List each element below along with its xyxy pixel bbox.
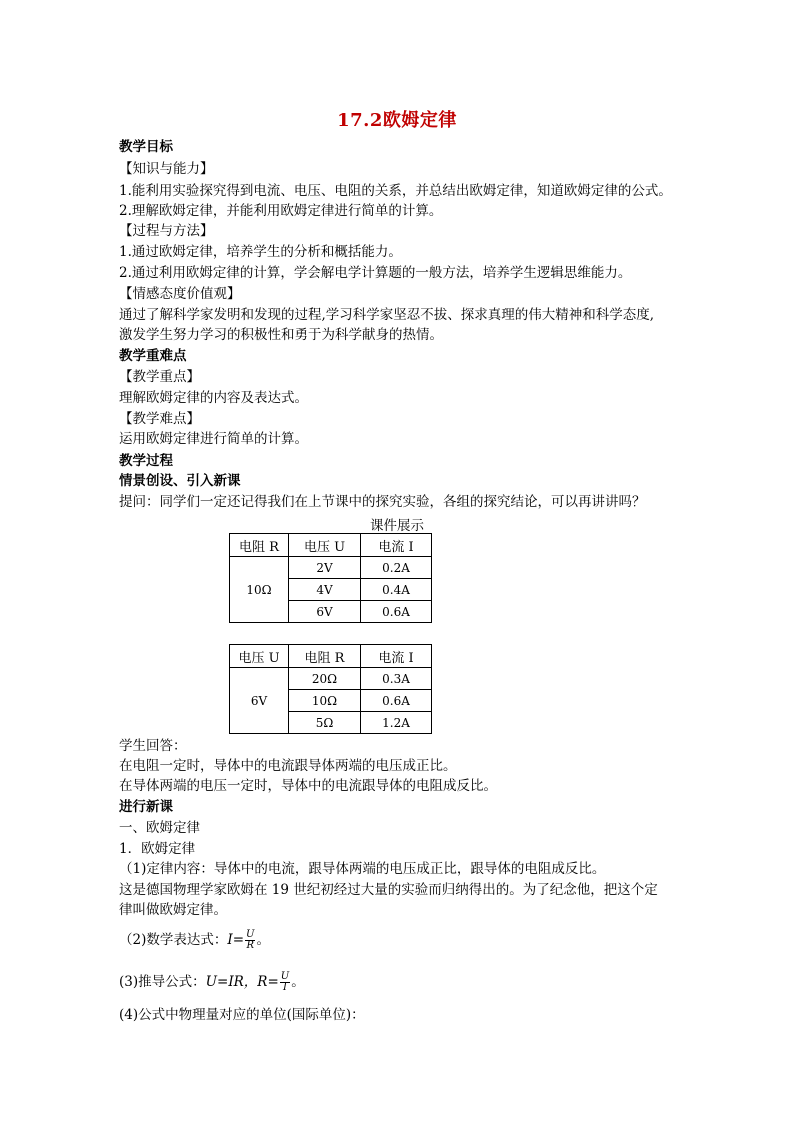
- law-content: （1)定律内容：导体中的电流，跟导体两端的电压成正比，跟导体的电阻成反比。: [119, 861, 606, 877]
- derive-formula: U=IR，R=: [205, 974, 279, 990]
- fraction-numerator: U: [246, 929, 255, 940]
- emotion-text-1: 通过了解科学家发明和发现的过程,学习科学家坚忍不拔、探求真理的伟大精神和科学态度,: [119, 307, 655, 323]
- table2-header: 电流 I: [361, 645, 432, 668]
- intro-heading: 情景创设、引入新课: [119, 473, 241, 489]
- table2-cell: 0.3A: [361, 668, 432, 690]
- history-line-2: 律叫做欧姆定律。: [119, 902, 227, 918]
- table2-cell: 20Ω: [289, 668, 361, 690]
- fraction-denominator: R: [246, 940, 254, 951]
- derive-end: 。: [291, 974, 305, 990]
- table1-cell: 4V: [289, 579, 361, 601]
- question-text: 提问：同学们一定还记得我们在上节课中的探究实验，各组的探究结论，可以再讲讲吗？: [119, 494, 646, 510]
- resistance-fraction: [280, 972, 290, 993]
- table1-header: 电阻 R: [230, 534, 289, 557]
- hard-point-heading: 【教学难点】: [119, 411, 200, 427]
- hard-point-text: 运用欧姆定律进行简单的计算。: [119, 431, 308, 447]
- fraction-denominator: I: [283, 982, 287, 993]
- page-title: 17.2欧姆定律: [337, 110, 457, 131]
- subsection-ohms-law: 1．欧姆定律: [119, 841, 196, 857]
- table2-cell: 0.6A: [361, 690, 432, 712]
- difficulty-heading: 教学重难点: [119, 348, 187, 364]
- process-item-2: 2.通过利用欧姆定律的计算，学会解电学计算题的一般方法，培养学生逻辑思维能力。: [119, 265, 632, 281]
- section-ohms-law: 一、欧姆定律: [119, 820, 200, 836]
- process-item-1: 1.通过欧姆定律，培养学生的分析和概括能力。: [119, 244, 402, 260]
- answer-line-2: 在导体两端的电压一定时，导体中的电流跟导体的电阻成反比。: [119, 778, 497, 794]
- table1-cell: 0.2A: [361, 557, 432, 579]
- emotion-heading: 【情感态度价值观】: [119, 286, 241, 302]
- new-lesson-heading: 进行新课: [119, 799, 173, 815]
- process-heading: 【过程与方法】: [119, 223, 214, 239]
- derive-label: (3)推导公式：: [119, 974, 206, 990]
- fraction-numerator: U: [280, 971, 290, 982]
- knowledge-heading: 【知识与能力】: [119, 161, 214, 177]
- table2-cell: 5Ω: [289, 712, 361, 734]
- derived-formulas: [119, 972, 305, 993]
- table2-cell: 1.2A: [361, 712, 432, 734]
- expression-end: 。: [256, 932, 270, 948]
- goals-heading: 教学目标: [119, 139, 173, 155]
- slide-caption: 课件展示: [370, 518, 424, 534]
- math-expression: [119, 930, 270, 951]
- expression-lhs: I=: [227, 932, 245, 948]
- table1-cell: 6V: [289, 601, 361, 623]
- key-point-heading: 【教学重点】: [119, 369, 200, 385]
- answer-label: 学生回答：: [119, 738, 187, 754]
- history-line-1: 这是德国物理学家欧姆在 19 世纪初经过大量的实验而归纳得出的。为了纪念他，把这个定: [119, 882, 658, 898]
- table1-header: 电压 U: [289, 534, 361, 557]
- voltage-fixed-table: [229, 644, 432, 734]
- table2-fixed-value: 6V: [230, 668, 289, 734]
- table1-cell: 2V: [289, 557, 361, 579]
- table1-cell: 0.4A: [361, 579, 432, 601]
- process-section-heading: 教学过程: [119, 453, 173, 469]
- table2-header: 电压 U: [230, 645, 289, 668]
- table1-cell: 0.6A: [361, 601, 432, 623]
- table1-header: 电流 I: [361, 534, 432, 557]
- key-point-text: 理解欧姆定律的内容及表达式。: [119, 390, 308, 406]
- emotion-text-2: 激发学生努力学习的积极性和勇于为科学献身的热情。: [119, 327, 443, 343]
- ohms-law-fraction: [245, 930, 255, 951]
- units-heading: (4)公式中物理量对应的单位(国际单位)：: [119, 1007, 365, 1023]
- expression-label: （2)数学表达式：: [119, 932, 228, 948]
- table2-cell: 10Ω: [289, 690, 361, 712]
- answer-line-1: 在电阻一定时，导体中的电流跟导体两端的电压成正比。: [119, 758, 457, 774]
- table1-fixed-value: 10Ω: [230, 557, 289, 623]
- table2-header: 电阻 R: [289, 645, 361, 668]
- resistance-fixed-table: [229, 533, 432, 623]
- knowledge-item-2: 2.理解欧姆定律，并能利用欧姆定律进行简单的计算。: [119, 203, 443, 219]
- knowledge-item-1: 1.能利用实验探究得到电流、电压、电阻的关系，并总结出欧姆定律，知道欧姆定律的公式。: [119, 183, 672, 199]
